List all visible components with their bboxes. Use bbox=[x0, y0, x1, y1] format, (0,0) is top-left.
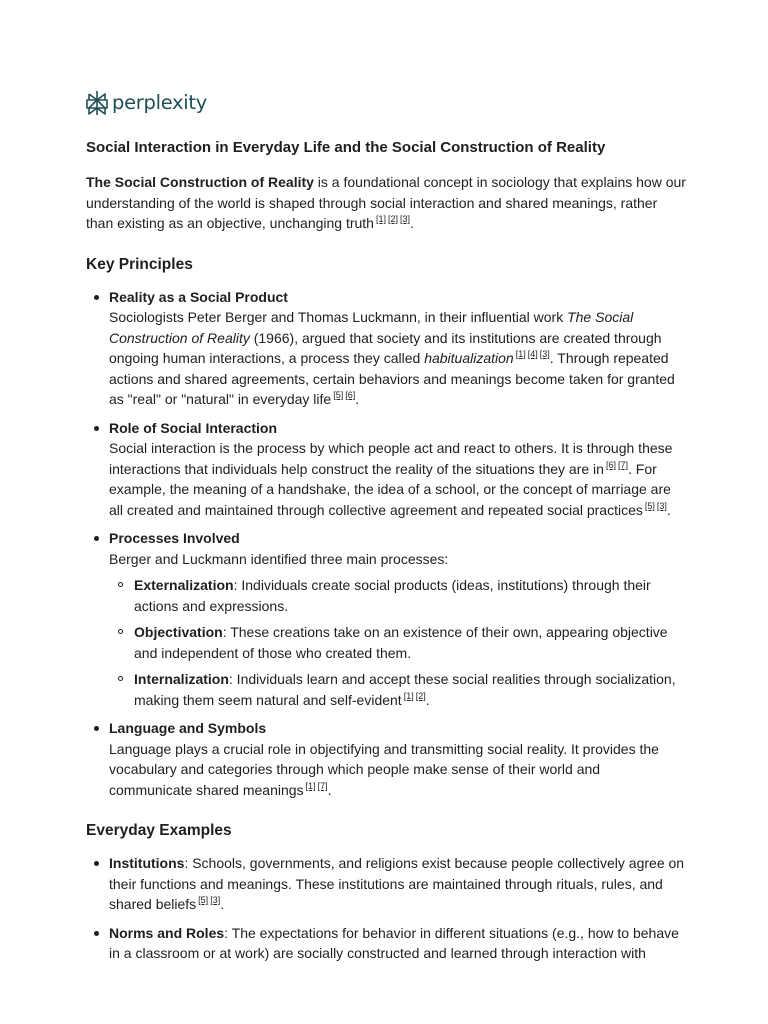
citation-link[interactable]: [3] bbox=[656, 500, 667, 511]
list-item bbox=[86, 923, 686, 964]
processes-sublist bbox=[109, 575, 686, 710]
citation-link[interactable]: [5] bbox=[198, 895, 209, 906]
process-text: : Individuals learn and accept these social realities through socialization, making them seem natural and self-evident bbox=[134, 671, 676, 708]
brand-name: perplexity bbox=[112, 91, 207, 114]
citation-link[interactable]: [3] bbox=[539, 349, 550, 360]
principle-title: Role of Social Interaction bbox=[109, 419, 278, 436]
list-item bbox=[86, 528, 686, 710]
process-name: Externalization bbox=[134, 577, 234, 593]
citation-link[interactable]: [3] bbox=[400, 214, 411, 225]
intro-paragraph: The Social Construction of Reality is a foundational concept in sociology that explains how our understanding of the world is shaped through social interaction and shared meanings, rather than existing as an objective, unchanging truth [1] [2] [3]. bbox=[86, 174, 686, 231]
principle-text: Berger and Luckmann identified three main processes: bbox=[109, 550, 449, 567]
example-name: Norms and Roles bbox=[109, 924, 225, 941]
key-principles-list bbox=[86, 287, 686, 801]
document-body bbox=[86, 137, 686, 984]
perplexity-logo-icon bbox=[86, 90, 108, 116]
principle-title: Language and Symbols bbox=[109, 720, 267, 736]
citation-link[interactable]: [1] bbox=[375, 214, 386, 225]
citation-link[interactable]: [7] bbox=[617, 459, 628, 470]
principle-text: . For example, the meaning of a handshake, the idea of a school, or the concept of marriage are all created and maintained through collective agreement and repeated social practices bbox=[109, 460, 671, 518]
principle-text: (1966), argued that society and its institutions are created through ongoing human interactions, a process they called bbox=[109, 329, 662, 366]
example-text: : The expectations for behavior in different situations (e.g., how to behave in a classroom or at work) are socially constructed and learned through interaction with bbox=[109, 924, 679, 961]
process-name: Objectivation bbox=[134, 624, 223, 640]
principle-title: Processes Involved bbox=[109, 530, 240, 546]
everyday-examples-heading: Everyday Examples bbox=[86, 822, 232, 839]
perplexity-logo[interactable] bbox=[86, 89, 207, 117]
citation-link[interactable]: [6] bbox=[345, 390, 356, 401]
everyday-examples-list bbox=[86, 853, 686, 964]
citation-link[interactable]: [5] bbox=[644, 500, 655, 511]
sublist-item: Internalization: Individuals learn and accept these social realities through socialization, making them seem natural and self-evident [1] [2]. bbox=[109, 669, 686, 710]
example-text: : Schools, governments, and religions exist because people collectively agree on their functions and meanings. These institutions are maintained through rituals, rules, and shared beliefs bbox=[109, 855, 685, 912]
list-item: Reality as a Social Product Sociologists Peter Berger and Thomas Luckmann, in their influential work The Social Construction of Reality (1966), argued that society and its institutions are created through ongoing human interactions, a process they called habitualization [1] [4] [3]. Through repeated actions and shared agreements, certain behaviors and meanings become taken for granted as "real" or "natural" in everyday life [5] [6]. bbox=[86, 287, 686, 410]
citation-link[interactable]: [2] bbox=[388, 214, 399, 225]
key-principles-section bbox=[86, 254, 686, 801]
process-name: Internalization bbox=[134, 671, 229, 687]
process-text: : Individuals create social products (ideas, institutions) through their actions and expressions. bbox=[134, 577, 651, 614]
citation-link[interactable]: [1] bbox=[515, 349, 526, 360]
key-principles-heading: Key Principles bbox=[86, 255, 193, 273]
citation-link[interactable]: [6] bbox=[605, 459, 616, 470]
principle-text: . Through repeated actions and shared agreements, certain behaviors and meanings become taken for granted as "real" or "natural" in everyday life bbox=[109, 350, 675, 407]
citation-link[interactable]: [3] bbox=[210, 895, 221, 906]
intro-text: is a foundational concept in sociology that explains how our understanding of the world is shaped through social interaction and shared meanings, rather than existing as an objective, unchanging truth bbox=[86, 174, 686, 231]
intro-bold-term: The Social Construction of Reality bbox=[86, 174, 314, 190]
citation-link[interactable]: [2] bbox=[415, 690, 426, 701]
principle-text: Language plays a crucial role in objectifying and transmitting social reality. It provides the vocabulary and categories through which people make sense of their world and communicate shared meanings bbox=[109, 740, 659, 798]
sublist-item bbox=[109, 575, 686, 616]
citation-link[interactable]: [4] bbox=[527, 349, 538, 360]
list-item: Language and Symbols Language plays a crucial role in objectifying and transmitting social reality. It provides the vocabulary and categories through which people make sense of their world and communicate shared meanings [1] [7]. bbox=[86, 718, 686, 800]
sublist-item bbox=[109, 622, 686, 663]
citation-link[interactable]: [1] bbox=[403, 690, 414, 701]
document-title: Social Interaction in Everyday Life and the Social Construction of Reality bbox=[86, 139, 606, 156]
principle-title: Reality as a Social Product bbox=[109, 288, 288, 305]
list-item: Institutions: Schools, governments, and religions exist because people collectively agree on their functions and meanings. These institutions are maintained through rituals, rules, and shared beliefs [5] [3]. bbox=[86, 853, 686, 915]
principle-text: Sociologists Peter Berger and Thomas Luckmann, in their influential work bbox=[109, 309, 568, 325]
citation-link[interactable]: [7] bbox=[317, 780, 328, 791]
everyday-examples-section bbox=[86, 820, 686, 964]
book-title: The Social Construction of Reality bbox=[109, 309, 634, 346]
term-habitualization: habitualization bbox=[424, 350, 514, 366]
example-name: Institutions bbox=[109, 855, 185, 871]
list-item: Role of Social Interaction Social interaction is the process by which people act and react to others. It is through these interactions that individuals help construct the reality of the situations they are in [6] [7]. For example, the meaning of a handshake, the idea of a school, or the concept of marriage are all created and maintained through collective agreement and repeated social practices [5] [3]. bbox=[86, 418, 686, 521]
process-text: : These creations take on an existence of their own, appearing objective and independent of those who created them. bbox=[134, 624, 668, 661]
citation-link[interactable]: [5] bbox=[333, 390, 344, 401]
principle-text: Social interaction is the process by which people act and react to others. It is through these interactions that individuals help construct the reality of the situations they are in bbox=[109, 440, 673, 477]
citation-link[interactable]: [1] bbox=[305, 780, 316, 791]
